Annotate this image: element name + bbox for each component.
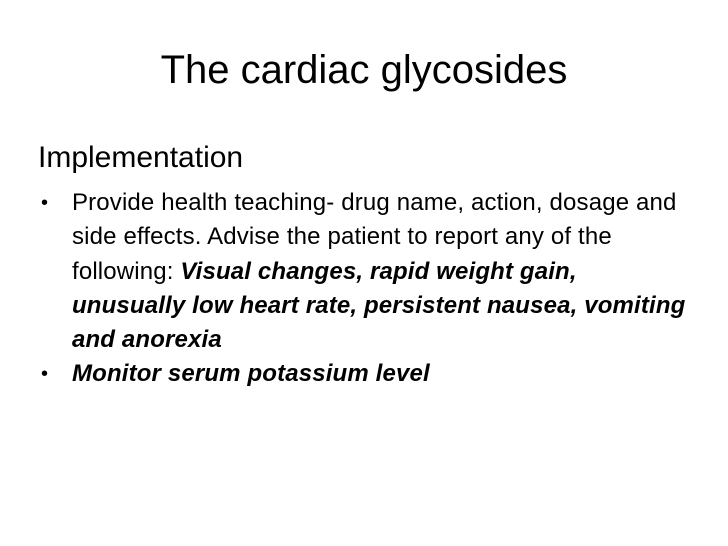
bullet-icon: • bbox=[41, 363, 49, 386]
section-heading: Implementation bbox=[38, 141, 244, 174]
bullet-1-text: Provide health teaching- drug name, action, dosage and side effects. Advise the patient to report any of the following: bbox=[72, 189, 677, 285]
bullet-icon: • bbox=[41, 192, 49, 214]
bullet-2-emphasis: Monitor serum potassium level bbox=[72, 360, 430, 388]
bullet-item-2 bbox=[38, 357, 688, 391]
bullet-list bbox=[38, 186, 688, 392]
bullet-1-emphasis: Visual changes, rapid weight gain, unusually low heart rate, persistent nausea, vomiting and anorexia bbox=[72, 257, 686, 354]
slide-title: The cardiac glycosides bbox=[160, 48, 568, 92]
bullet-item-1 bbox=[38, 186, 688, 357]
